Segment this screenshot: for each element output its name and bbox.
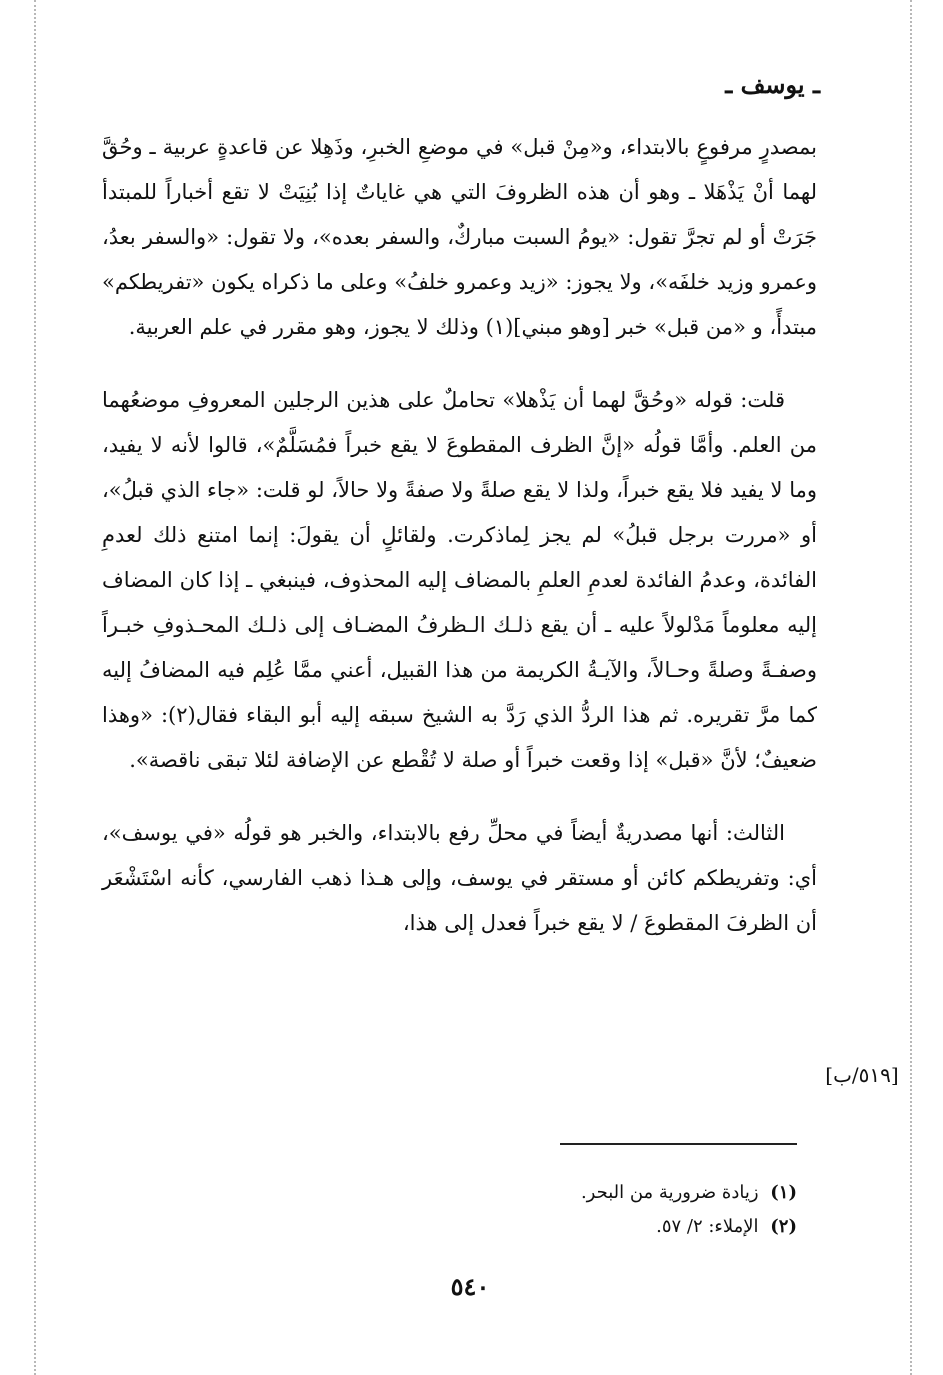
footnote-text: الإملاء: ٢/ ٥٧. [656,1216,759,1237]
footnotes [400,1176,797,1244]
paragraph-2: قلت: قوله «وحُقَّ لهما أن يَذْهلا» تحاملٌ على هذين الرجلين المعروفِ موضعُهما من العلم. وأمَّا قولُه «إنَّ الظرف المقطوعَ لا يقع خبراً فمُسَلَّمٌ»، قالوا لأنه لا يفيد، وما لا يفيد فلا يقع خبراً، ولذا لا يقع صلةً ولا صفةً ولا حالاً، لو قلت: «جاء الذي قبلُ»، أو «مررت برجل قبلُ» لم يجز لِماذكرت. ولقائلٍ أن يقولَ: إنما امتنع ذلك لعدمِ الفائدة، وعدمُ الفائدة لعدمِ العلمِ بالمضاف إليه المحذوف، فينبغي ـ إذا كان المضاف إليه معلوماً مَدْلولاً عليه ـ أن يقع ذلـك الـظرفُ المضـاف إلى ذلـك المحـذوفِ خبـراً وصفـةً وصلةً وحـالاً، والآيـةُ الكريمة من هذا القبيل، أعني ممَّا عُلِم فيه المضافُ إليه كما مرَّ تقريره. ثم هذا الردُّ الذي رَدَّ به الشيخ سبقه إليه أبو البقاء فقال(٢): «وهذا ضعيفٌ؛ لأنَّ «قبل» إذا وقعت خبراً أو صلة لا تُقْطع عن الإضافة لئلا تبقى ناقصة». [102,388,817,772]
footnote-2 [400,1210,797,1244]
main-text [102,125,817,946]
page-number: ٥٤٠ [450,1272,490,1301]
right-scan-edge [910,0,912,1375]
footnote-marker: (٢) [770,1216,797,1237]
paragraph-1: بمصدرٍ مرفوعٍ بالابتداء، و«مِنْ قبل» في موضعِ الخبرِ، وذَهِلا عن قاعدةٍ عربية ـ وحُقَّ لهما أنْ يَذْهَلا ـ وهو أن هذه الظروفَ التي هي غاياتٌ إذا بُنِيَتْ لا تقع أخباراً للمبتدأ جَرَتْ أو لم تجرَّ تقول: «يومُ السبت مباركٌ، والسفر بعده»، ولا تقول: «والسفر بعدُ، وعمرو وزيد خلفَه»، ولا يجوز: «زيد وعمرو خلفُ» وعلى ما ذكراه يكون «تفريطكم» مبتدأً، و «من قبل» خبر [وهو مبني](١) وذلك لا يجوز، وهو مقرر في علم العربية. [102,135,817,339]
footnote-marker: (١) [770,1182,797,1203]
left-scan-edge [34,0,36,1375]
paragraph-3: الثالث: أنها مصدريةٌ أيضاً في محلِّ رفع بالابتداء، والخبر هو قولُه «في يوسف»، أي: وتفريطكم كائن أو مستقر في يوسف، وإلى هـذا ذهب الفارسي، كأنه اسْتَشْعَر أن الظرفَ المقطوعَ / لا يقع خبراً فعدل إلى هذا، [102,821,817,935]
manuscript-folio-note: [٥١٩/ب] [825,1063,899,1087]
footnote-text: زيادة ضرورية من البحر. [580,1182,759,1203]
running-header: ـ يوسف ـ [725,70,820,99]
footnote-separator [560,1143,797,1145]
footnote-1 [400,1176,797,1210]
